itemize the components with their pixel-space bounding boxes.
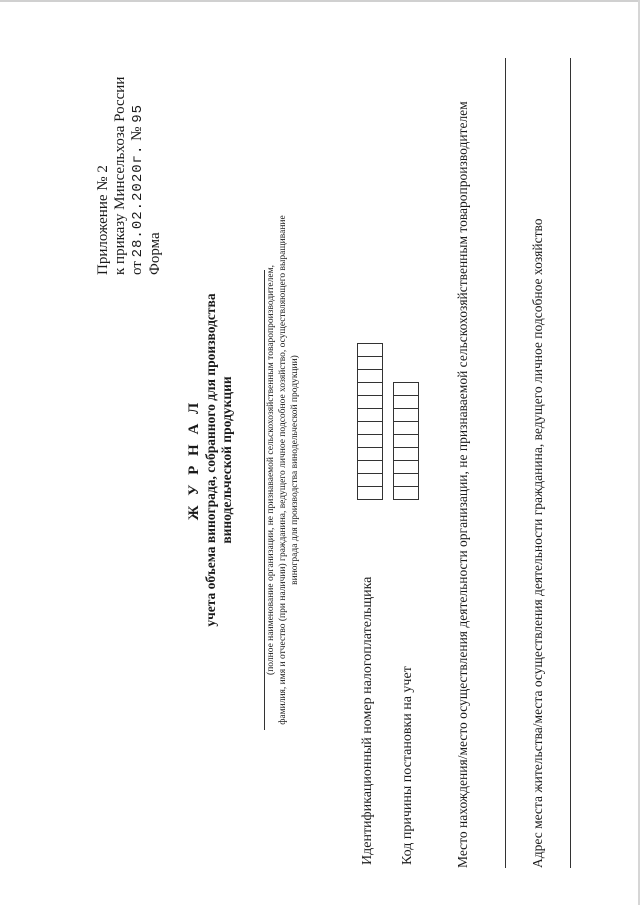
inn-label: Идентификационный номер налогоплательщика [360,576,375,865]
title-block [185,140,235,780]
inn-box[interactable] [357,369,383,383]
kpp-box[interactable] [393,382,419,396]
kpp-box[interactable] [393,434,419,448]
address-fill-line [570,58,571,868]
inn-box[interactable] [357,434,383,448]
kpp-box[interactable] [393,460,419,474]
appendix-line4: Форма [147,232,163,275]
place-fill-line [505,58,506,868]
title-sub2: винодельческой продукции [219,376,234,544]
appendix-line2: к приказу Минсельхоза России [112,76,128,275]
kpp-box[interactable] [393,408,419,422]
kpp-box[interactable] [393,421,419,435]
page-title: Ж У Р Н А Л [186,399,202,521]
kpp-label: Код причины постановки на учет [400,666,415,865]
inn-box[interactable] [357,382,383,396]
inn-box[interactable] [357,421,383,435]
organization-name-caption [265,150,301,790]
caption-line2: фамилия, имя и отчество (при наличии) гражданина, ведущего личное подсобное хозяйство, осуществляющего выращивание [278,215,288,725]
caption-line1: (полное наименование организации, не признаваемой сельскохозяйственным товаропроизводителем, [266,265,276,675]
inn-box[interactable] [357,486,383,500]
kpp-box[interactable] [393,395,419,409]
address-text: Адрес места жительства/места осуществления деятельности гражданина, ведущего личное подсобное хозяйство [530,218,545,868]
caption-line3: винограда для производства винодельческой продукции) [290,355,300,585]
appendix-date-prefix: от [129,261,145,275]
appendix-number-prefix: № [129,126,145,141]
kpp-box[interactable] [393,447,419,461]
appendix-date: 28.02.2020г. [130,144,146,258]
inn-boxes [357,344,383,500]
inn-box[interactable] [357,473,383,487]
appendix-line1: Приложение № 2 [95,165,111,275]
inn-box[interactable] [357,447,383,461]
kpp-boxes [393,383,419,500]
place-of-activity-text: Место нахождения/место осуществления деятельности организации, не признаваемой сельскохозяйственным товаропроизводителем [455,101,470,868]
inn-box[interactable] [357,460,383,474]
inn-box[interactable] [357,408,383,422]
kpp-box[interactable] [393,473,419,487]
inn-box[interactable] [357,356,383,370]
inn-box[interactable] [357,343,383,357]
title-sub1: учета объема винограда, собранного для производства [203,293,218,627]
appendix-line3 [129,77,147,275]
appendix-block [95,77,164,275]
kpp-box[interactable] [393,486,419,500]
appendix-number: 95 [130,103,146,123]
inn-box[interactable] [357,395,383,409]
